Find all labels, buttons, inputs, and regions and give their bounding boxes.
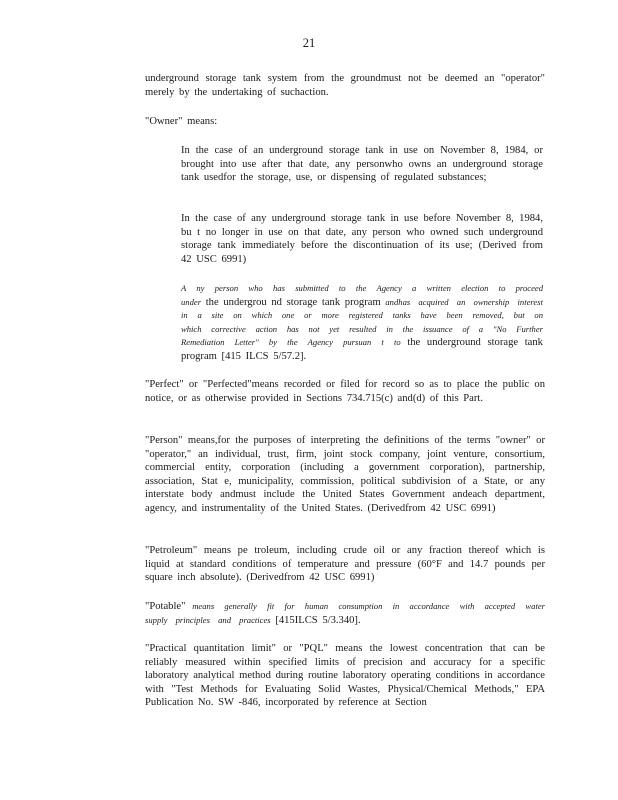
paragraph-text	[181, 282, 543, 364]
paragraph-text	[145, 600, 545, 627]
statutory-italic-text: means generally fit for human consumption in accordance with accepted water supply principles and practices	[145, 601, 545, 625]
statutory-plain-text: the undergrou nd storage tank program	[205, 296, 381, 308]
definition-term: "Owner" means:	[145, 116, 218, 127]
perfect-definition	[145, 378, 545, 405]
statutory-citation: [415ILCS 5/3.340].	[275, 614, 361, 626]
petroleum-definition	[145, 544, 545, 585]
person-definition	[145, 434, 545, 516]
paragraph-text: "Practical quantitation limit" or "PQL" means the lowest concentration that can be reliably measured within specified limits of precision and accuracy for a specific laboratory analytical method during routine laboratory operating conditions in accordance with "Test Methods for Evaluating Solid Wastes, Physical/Chemical Methods," EPA Publication No. SW -846, incorporated by reference at Section	[145, 643, 545, 709]
potable-definition	[145, 600, 545, 627]
page-number: 21	[302, 36, 316, 50]
owner-clause-c	[181, 282, 543, 364]
statutory-italic-text: andhas acquired an ownership interest in a site on which one or more registered tanks have been removed, but on which corrective action has not yet resulted in the issuance of a "No Further Remediation Letter" by the Agency pursuan t to	[181, 296, 543, 348]
owner-heading	[145, 115, 545, 129]
paragraph-text: "Person" means,for the purposes of interpreting the definitions of the terms "owner" or "operator," an individual, trust, firm, joint stock company, joint venture, consortium, commercial entity, corporation (including a government corporation), partnership, association, Stat e, municipality, commission, political subdivision of a State, or any interstate body andmust include the United States Government andeach department, agency, and instrumentality of the United States. (Derivedfrom 42 USC 6991)	[145, 435, 545, 514]
paragraph-text: underground storage tank system from the groundmust not be deemed an "operator" merely by the undertaking of suchaction.	[145, 73, 545, 98]
operator-continuation	[145, 72, 545, 99]
owner-clause-b	[181, 212, 543, 266]
definition-term: "Potable"	[145, 601, 186, 612]
paragraph-text: In the case of an underground storage tank in use on November 8, 1984, or brought into use after that date, any personwho owns an underground storage tank usedfor the storage, use, or dispensing of regulated substances;	[181, 145, 543, 184]
pql-definition	[145, 642, 545, 710]
paragraph-text: In the case of any underground storage tank in use before November 8, 1984, bu t no longer in use on that date, any person who owned such underground storage tank immediately before the discontinuation of its use; (Derived from 42 USC 6991)	[181, 213, 543, 265]
statutory-italic-text: A ny person who has submitted to the Agency a written election to proceed under	[181, 283, 543, 307]
statutory-plain-text: the underground storage tank program [415 ILCS 5/57.2].	[181, 337, 543, 362]
owner-clause-a	[181, 144, 543, 185]
paragraph-text: "Perfect" or "Perfected"means recorded or filed for record so as to place the public on notice, or as otherwise provided in Sections 734.715(c) and(d) of this Part.	[145, 379, 545, 404]
paragraph-text: "Petroleum" means pe troleum, including crude oil or any fraction thereof which is liquid at standard conditions of temperature and pressure (60°F and 14.7 pounds per square inch absolute). (Derivedfrom 42 USC 6991)	[145, 545, 545, 584]
